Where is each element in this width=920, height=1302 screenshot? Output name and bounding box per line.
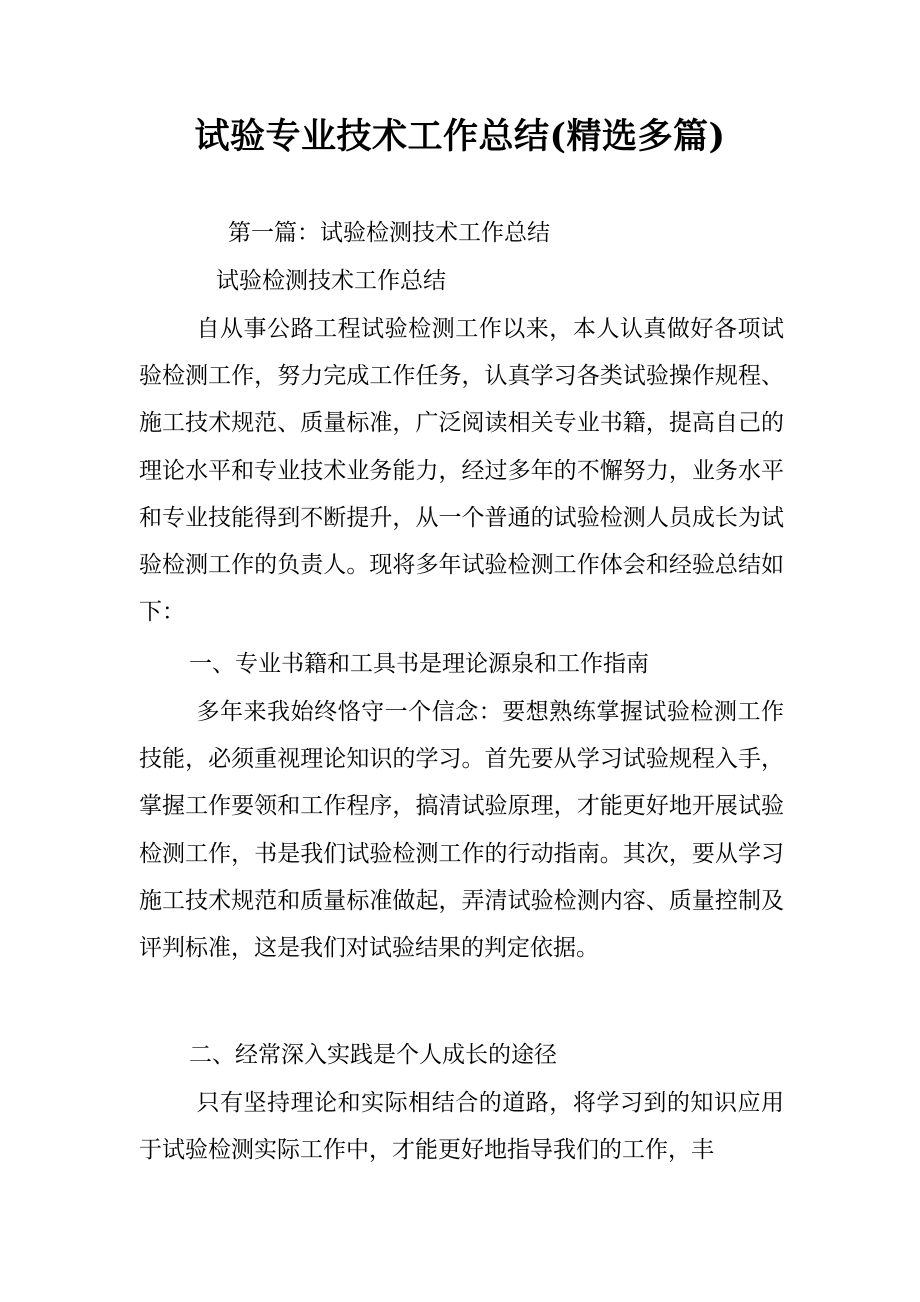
paragraph-intro: 自从事公路工程试验检测工作以来，本人认真做好各项试验检测工作，努力完成工作任务，认真学习各类试验操作规程、施工技术规范、质量标准，广泛阅读相关专业书籍，提高自己的理论水平和专业技术业务能力，经过多年的不懈努力，业务水平和专业技能得到不断提升，从一个普通的试验检测人员成长为试验检测工作的负责人。现将多年试验检测工作体会和经验总结如下： <box>139 316 784 626</box>
paragraph-section-2: 只有坚持理论和实际相结合的道路，将学习到的知识应用于试验检测实际工作中，才能更好地指导我们的工作，丰 <box>139 1090 784 1164</box>
paragraph-section-1: 多年来我始终恪守一个信念：要想熟练掌握试验检测工作技能，必须重视理论知识的学习。首先要从学习试验规程入手，掌握工作要领和工作程序，搞清试验原理，才能更好地开展试验检测工作，书是我们试验检测工作的行动指南。其次，要从学习施工技术规范和质量标准做起，弄清试验检测内容、质量控制及评判标准，这是我们对试验结果的判定依据。 <box>139 699 784 962</box>
chapter-heading: 第一篇：试验检测技术工作总结 <box>228 220 550 246</box>
section-heading-2: 二、经常深入实践是个人成长的途径 <box>189 1042 557 1068</box>
section-heading-1: 一、专业书籍和工具书是理论源泉和工作指南 <box>189 651 649 677</box>
document-title: 试验专业技术工作总结(精选多篇) <box>194 116 726 157</box>
subtitle: 试验检测技术工作总结 <box>216 268 446 294</box>
